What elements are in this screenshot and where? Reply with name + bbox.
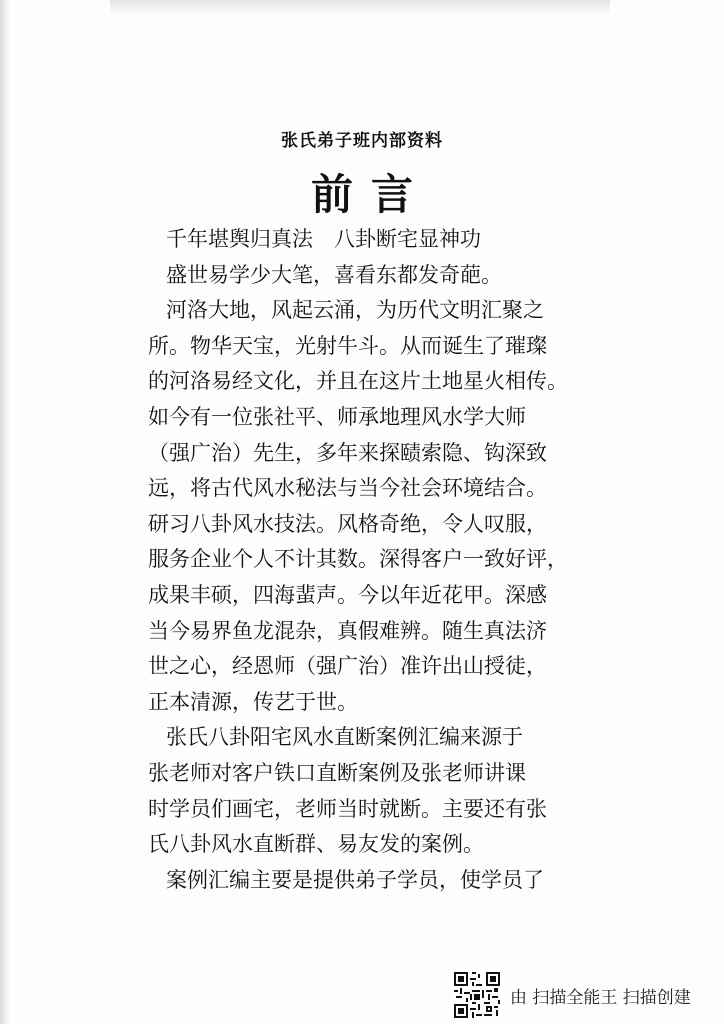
body-line: 如今有一位张社平、师承地理风水学大师 — [148, 404, 526, 429]
body-line: 河洛大地，风起云涌，为历代文明汇聚之 — [166, 298, 544, 323]
watermark-text: 由 扫描全能王 扫描创建 — [510, 988, 691, 1008]
body-line: 成果丰硕，四海蜚声。今以年近花甲。深感 — [148, 582, 547, 607]
page-title: 前言 — [310, 170, 431, 219]
scanner-watermark — [452, 970, 722, 1022]
body-line: 张老师对客户铁口直断案例及张老师讲课 — [148, 760, 526, 785]
body-line: 时学员们画宅，老师当时就断。主要还有张 — [148, 796, 547, 821]
page-edge-shadow — [0, 0, 10, 1024]
body-line: 所。物华天宝，光射牛斗。从而诞生了璀璨 — [148, 333, 547, 358]
document-subtitle: 张氏弟子班内部资料 — [281, 131, 443, 151]
body-line: 案例汇编主要是提供弟子学员，使学员了 — [166, 867, 544, 892]
body-line: 千年堪舆归真法 八卦断宅显神功 — [166, 227, 481, 251]
body-line: 氏八卦风水直断群、易友发的案例。 — [148, 832, 484, 857]
scan-top-strip — [110, 0, 610, 14]
body-line: 研习八卦风水技法。风格奇绝，令人叹服， — [148, 511, 547, 536]
body-line: 正本清源，传艺于世。 — [148, 689, 358, 714]
qr-code-icon — [452, 970, 502, 1020]
body-line: 当今易界鱼龙混杂，真假难辨。随生真法济 — [148, 618, 547, 643]
body-line: 服务企业个人不计其数。深得客户一致好评， — [148, 547, 568, 572]
body-line: 盛世易学少大笔，喜看东都发奇葩。 — [166, 262, 502, 287]
body-line: （强广治）先生，多年来探赜索隐、钩深致 — [148, 440, 547, 465]
body-line: 的河洛易经文化，并且在这片土地星火相传。 — [148, 369, 568, 394]
body-line: 世之心，经恩师（强广治）准许出山授徒， — [148, 654, 547, 679]
body-line: 远，将古代风水秘法与当今社会环境结合。 — [148, 476, 547, 501]
body-line: 张氏八卦阳宅风水直断案例汇编来源于 — [166, 725, 523, 750]
preface-body — [148, 222, 588, 898]
